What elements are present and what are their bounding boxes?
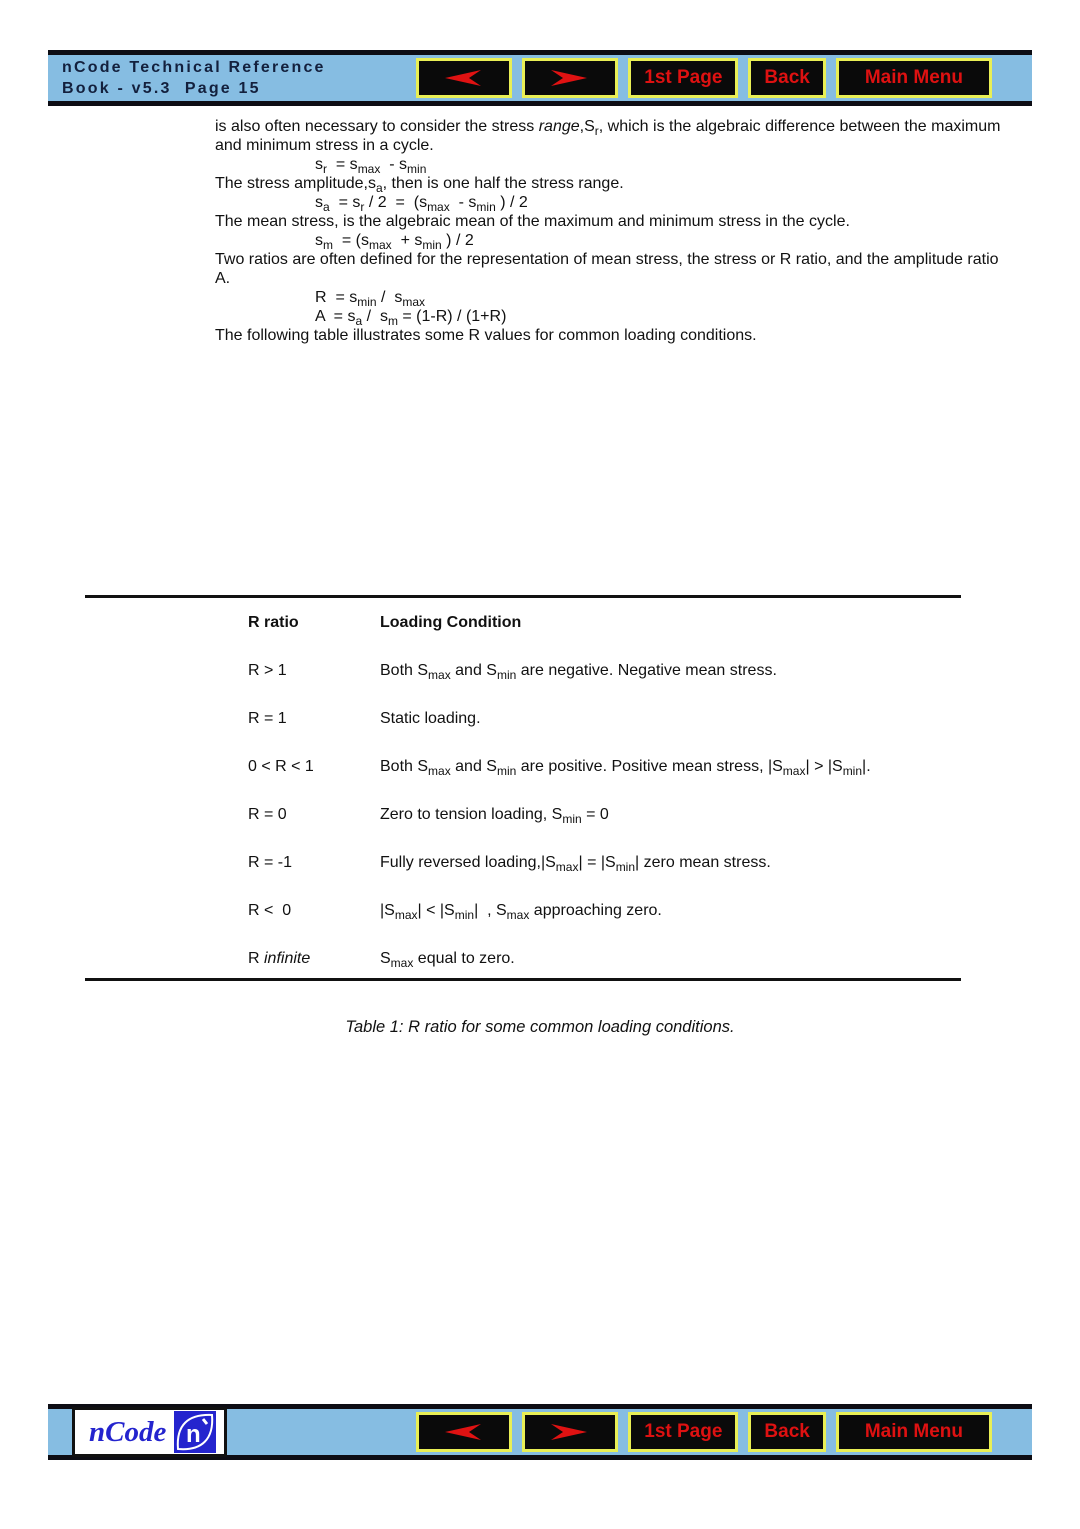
back-button[interactable] [748,58,825,98]
condition-cell: Both $S_{max}$ and $S_{min}$ are negative. Negative mean stress. [380,662,777,683]
condition-cell: Zero to tension loading, $S_{min} = 0$ [380,806,609,827]
prev-page-button[interactable] [416,58,512,98]
ratio-cell: R > 1 [248,662,287,679]
table-row [85,756,961,778]
table-header-row [85,612,961,634]
ratio-cell: R infinite [248,950,311,967]
header-r-ratio: R ratio [248,614,299,631]
top-nav-bar [48,50,1032,106]
table-row [85,708,961,730]
main-menu-button-bottom[interactable] [836,1412,992,1452]
header-loading-condition: Loading Condition [380,614,522,631]
first-page-label: 1st Page [644,1421,723,1442]
top-nav-buttons [416,58,992,98]
ratio-cell: R < 0 [248,902,292,919]
table-row [85,948,961,970]
left-arrow-icon [443,1377,485,1487]
equation-a-ratio: $A = s_a / s_m = (1-R) / (1+R)$ [315,308,507,329]
paragraph-stress-amplitude: The stress $amplitude,s_a$, then is one half the stress range. [215,175,624,196]
main-menu-label: Main Menu [864,67,963,88]
table-row [85,804,961,826]
equation-stress-amplitude: $s_a = s_r / 2 = (s_{max} - s_{min}$ ) / 2 [315,194,528,215]
table-top-rule [85,595,961,598]
paragraph-mean-stress: The mean stress, is the algebraic mean of the maximum and minimum stress in the cycle. [215,213,850,230]
condition-cell: Fully reversed $loading,|S_{max}| = |S_{min}|$ zero mean stress. [380,854,771,875]
first-page-label: 1st Page [644,67,723,88]
table-row [85,660,961,682]
document-body [215,117,1010,345]
equation-r-ratio: $R = s_{min} / s_{max}$ [315,289,426,310]
svg-text:n: n [186,1421,202,1448]
back-label: Back [764,1421,810,1442]
page-title: nCode Technical Reference Book - v5.3 Page 15 [62,58,326,97]
r-ratio-table [85,595,961,981]
equation-stress-range: $s_r = s_{max} - s_{min}$ [315,156,427,177]
bottom-nav-buttons [416,1412,992,1452]
paragraph-table-intro: The following table illustrates some R values for common loading conditions. [215,327,757,344]
prev-page-button-bottom[interactable] [416,1412,512,1452]
back-button-bottom[interactable] [748,1412,825,1452]
bottom-nav-bar [48,1404,1032,1460]
next-page-button-bottom[interactable] [522,1412,618,1452]
paragraph-two-ratios: Two ratios are often defined for the representation of mean stress, the stress or R ratio, and the amplitude ratio A. [215,251,1003,287]
condition-cell: Both $S_{max}$ and $S_{min}$ are positive. Positive mean stress, $|S_{max}| > |S_{min}|$. [380,758,871,779]
main-menu-label: Main Menu [864,1421,963,1442]
back-label: Back [764,67,810,88]
ncode-logo-icon [174,1411,216,1453]
ratio-cell: 0 < R < 1 [248,758,314,775]
first-page-button-bottom[interactable] [628,1412,738,1452]
table-row [85,852,961,874]
table-row [85,900,961,922]
condition-cell: $|S_{max}| < |S_{min}|$ , $S_{max}$ approaching zero. [380,902,662,923]
ratio-cell: R = 0 [248,806,287,823]
first-page-button[interactable] [628,58,738,98]
table-bottom-rule [85,978,961,981]
ratio-cell: R = -1 [248,854,293,871]
condition-cell: $S_{max}$ equal to zero. [380,950,515,971]
ncode-logo [72,1407,227,1457]
right-arrow-icon [549,1377,591,1487]
paragraph-stress-range: is also often necessary to consider the stress $range,S_r$, which is the algebraic difference between the maximum and minimum stress in a cycle. [215,118,1005,154]
condition-cell: Static loading. [380,710,481,727]
main-menu-button[interactable] [836,58,992,98]
next-page-button[interactable] [522,58,618,98]
ratio-cell: R = 1 [248,710,287,727]
ncode-logo-text: nCode [89,1415,167,1448]
table-caption: Table 1: R ratio for some common loading conditions. [345,1018,735,1036]
equation-mean-stress: $s_m = (s_{max} + s_{min}$ ) / 2 [315,232,474,253]
